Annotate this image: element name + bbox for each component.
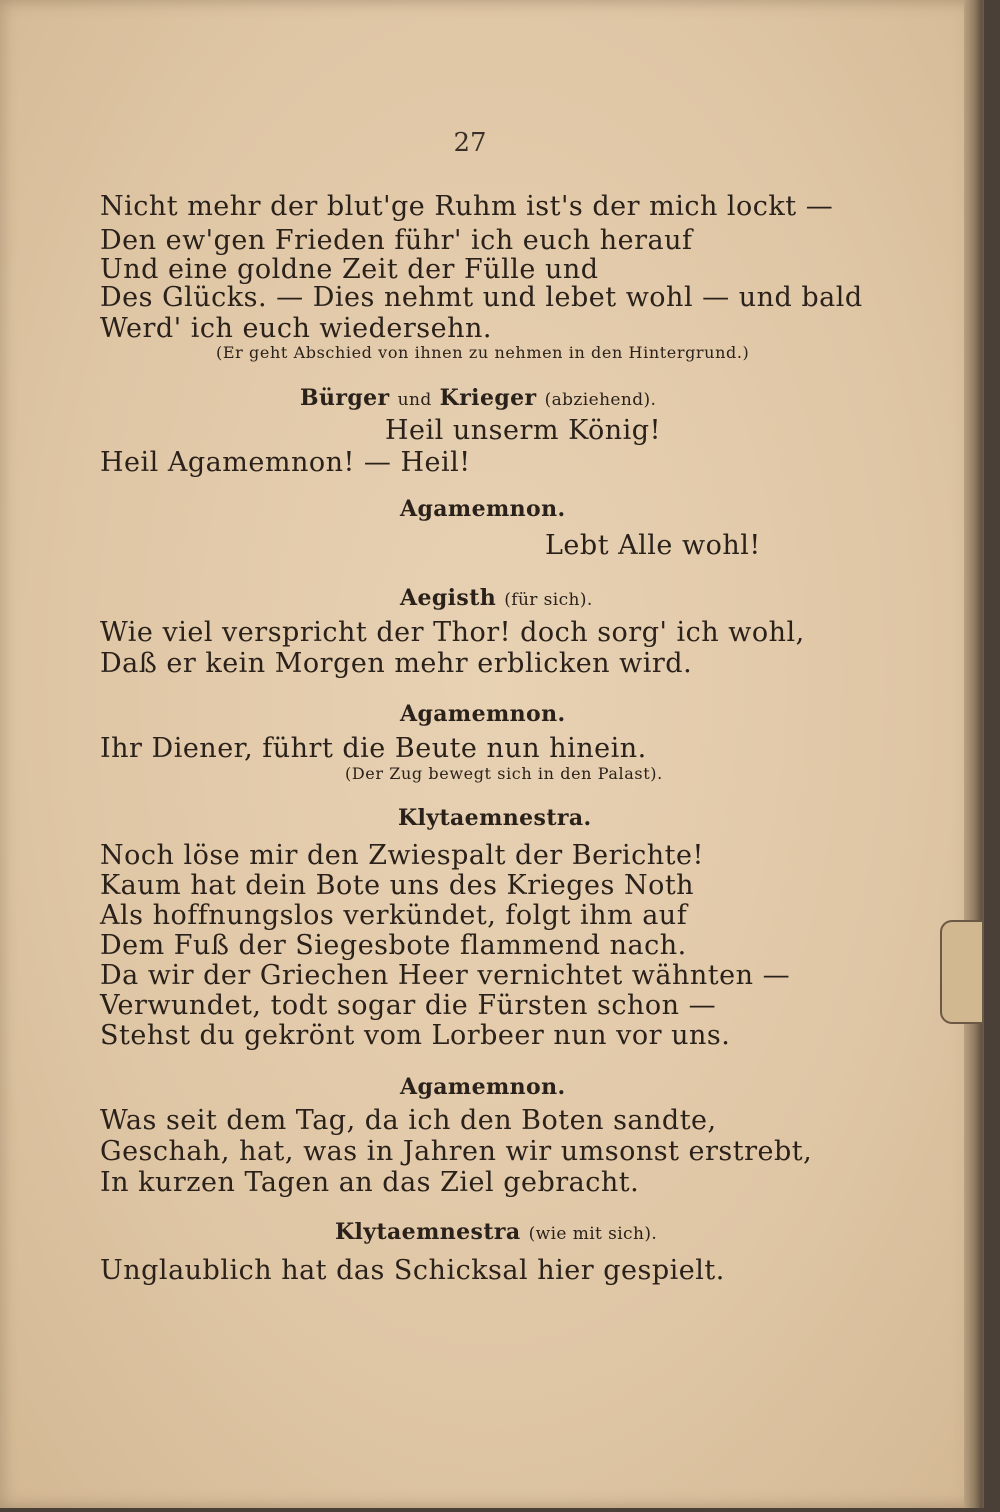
speaker-name: Klytaemnestra [335, 1219, 521, 1245]
verse-line: Lebt Alle wohl! [545, 530, 761, 561]
verse-line: Geschah, hat, was in Jahren wir umsonst erstrebt, [100, 1136, 813, 1167]
verse-line: In kurzen Tagen an das Ziel gebracht. [100, 1167, 640, 1198]
speaker-heading: Klytaemnestra. [398, 805, 592, 831]
verse-line: Was seit dem Tag, da ich den Boten sandte, [100, 1105, 717, 1136]
verse-line: Den ew'gen Frieden führ' ich euch herauf [100, 225, 693, 256]
verse-line: Heil Agamemnon! — Heil! [100, 447, 471, 478]
page-tab-marker [940, 920, 984, 1024]
speaker-aside: (wie mit sich). [528, 1224, 658, 1244]
verse-line: Wie viel verspricht der Thor! doch sorg' ich wohl, [100, 617, 805, 648]
page-edge [964, 0, 982, 1508]
speaker-name: Krieger [439, 385, 537, 411]
page-number: 27 [453, 128, 487, 158]
speaker-name: Aegisth [400, 585, 497, 611]
verse-line: Als hoffnungslos verkündet, folgt ihm auf [100, 900, 688, 931]
verse-line: Nicht mehr der blut'ge Ruhm ist's der mich lockt — [100, 191, 834, 222]
speaker-heading: Agamemnon. [400, 496, 566, 522]
verse-line: Und eine goldne Zeit der Fülle und [100, 254, 599, 285]
verse-line: Werd' ich euch wiedersehn. [100, 313, 493, 344]
speaker-aside: (abziehend). [544, 390, 657, 410]
verse-line: Verwundet, todt sogar die Fürsten schon — [100, 990, 717, 1021]
speaker-heading [400, 585, 593, 613]
speaker-conjunction: und [397, 390, 432, 410]
verse-line: Noch löse mir den Zwiespalt der Berichte! [100, 840, 704, 871]
speaker-heading [300, 385, 656, 413]
verse-line: Da wir der Griechen Heer vernichtet wähnten — [100, 960, 791, 991]
speaker-aside: (für sich). [504, 590, 593, 610]
verse-line: Dem Fuß der Siegesbote flammend nach. [100, 930, 687, 961]
stage-direction: (Der Zug bewegt sich in den Palast). [345, 764, 663, 783]
speaker-heading [335, 1219, 657, 1247]
speaker-heading: Agamemnon. [400, 701, 566, 727]
speaker-name: Bürger [300, 385, 390, 411]
verse-line: Stehst du gekrönt vom Lorbeer nun vor uns. [100, 1020, 731, 1051]
stage-direction: (Er geht Abschied von ihnen zu nehmen in den Hintergrund.) [216, 343, 750, 362]
verse-line: Ihr Diener, führt die Beute nun hinein. [100, 733, 647, 764]
speaker-heading: Agamemnon. [400, 1074, 566, 1100]
verse-line: Kaum hat dein Bote uns des Krieges Noth [100, 870, 695, 901]
verse-line: Heil unserm König! [385, 415, 661, 446]
verse-line: Des Glücks. — Dies nehmt und lebet wohl — und bald [100, 282, 863, 313]
verse-line: Unglaublich hat das Schicksal hier gespielt. [100, 1255, 725, 1286]
verse-line: Daß er kein Morgen mehr erblicken wird. [100, 648, 693, 679]
